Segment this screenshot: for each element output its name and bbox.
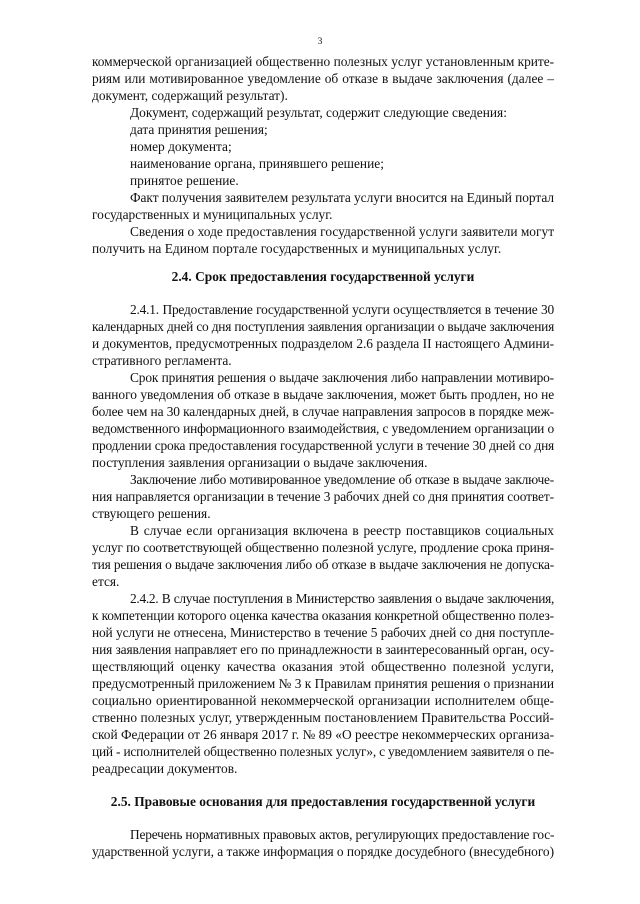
text-line: к компетенции которого оценка качества оказания конкретной общественно полез-: [92, 608, 554, 623]
text-line: 2.4.1. Предоставление государственной услуги осуществляется в течение 30: [130, 302, 554, 317]
text-line: ской Федерации от 26 января 2017 г. № 89 «О реестре некоммерческих организа-: [92, 727, 555, 742]
text-line: ной услуги не отнесена, Министерство в течение 5 рабочих дней со дня поступле-: [92, 625, 554, 640]
text-line: государственных и муниципальных услуг.: [92, 207, 333, 222]
text-line: ния заявления направляет его по принадлежности в заинтересованный орган, осу-: [92, 642, 554, 657]
text-line: получить на Едином портале государственных и муниципальных услуг.: [92, 241, 502, 256]
text-line: дата принятия решения;: [130, 122, 268, 137]
text-line: стративного регламента.: [92, 353, 232, 368]
text-line: социально ориентированной некоммерческой организации исполнителем обще-: [92, 693, 554, 708]
text-line: Факт получения заявителем результата услуги вносится на Единый портал: [130, 190, 554, 205]
section-heading-2-4: 2.4. Срок предоставления государственной услуги: [171, 269, 475, 284]
text-line: коммерческой организацией общественно полезных услуг установленным крите-: [92, 54, 554, 69]
text-line: 2.4.2. В случае поступления в Министерство заявления о выдаче заключения,: [130, 591, 554, 606]
text-line: поступления заявления организации о выдаче заключения.: [92, 455, 428, 470]
text-line: ванного уведомления об отказе в выдаче заключения, может быть продлен, но не: [92, 387, 555, 402]
text-line: ственно полезных услуг, утвержденным постановлением Правительства Россий-: [92, 710, 554, 725]
page-number: 3: [317, 37, 323, 47]
text-line: документ, содержащий результат).: [92, 88, 288, 103]
text-line: ствующего решения.: [92, 506, 211, 521]
section-heading-2-5: 2.5. Правовые основания для предоставления государственной услуги: [110, 794, 536, 809]
text-line: наименование органа, принявшего решение;: [130, 156, 384, 171]
text-line: номер документа;: [130, 139, 232, 154]
text-line: тия решения о выдаче заключения либо об отказе в выдаче заключения не допуска-: [92, 557, 554, 572]
text-line: ударственной услуги, а также информация о порядке досудебного (внесудебного): [92, 844, 554, 859]
text-line: ется.: [92, 574, 120, 589]
text-line: Срок принятия решения о выдаче заключения либо направлении мотивиро-: [130, 370, 554, 385]
text-line: предусмотренный приложением № 3 к Правилам принятия решения о признании: [92, 676, 554, 691]
text-line: Перечень нормативных правовых актов, регулирующих предоставление гос-: [130, 827, 555, 842]
text-line: Сведения о ходе предоставления государственной услуги заявители могут: [130, 224, 555, 239]
text-line: Документ, содержащий результат, содержит следующие сведения:: [130, 105, 507, 120]
text-line: и документов, предусмотренных подразделом 2.6 раздела II настоящего Админи-: [92, 336, 554, 351]
text-line: ществляющий оценку качества оказания этой общественно полезной услуги,: [92, 659, 554, 674]
text-line: В случае если организация включена в реестр поставщиков социальных: [130, 523, 554, 538]
text-line: ния направляется организации в течение 3 рабочих дней со дня принятия соответ-: [92, 489, 554, 504]
text-line: риям или мотивированное уведомление об отказе в выдаче заключения (далее –: [92, 71, 554, 86]
text-line: календарных дней со дня поступления заявления организации о выдаче заключения: [92, 319, 554, 334]
text-line: более чем на 30 календарных дней, в случае направления запросов в порядке меж-: [92, 404, 554, 419]
text-line: продлении срока предоставления государственной услуги в течение 30 дней со дня: [92, 438, 554, 453]
text-line: Заключение либо мотивированное уведомление об отказе в выдаче заключе-: [130, 472, 554, 487]
text-line: ведомственного информационного взаимодействия, с уведомлением организации о: [92, 421, 554, 436]
text-line: принятое решение.: [130, 173, 239, 188]
text-line: услуг по соответствующей общественно полезной услуге, продление срока приня-: [92, 540, 554, 555]
text-line: реадресации документов.: [92, 761, 238, 776]
text-line: ций - исполнителей общественно полезных услуг», с уведомлением заявителя о пе-: [92, 744, 555, 759]
